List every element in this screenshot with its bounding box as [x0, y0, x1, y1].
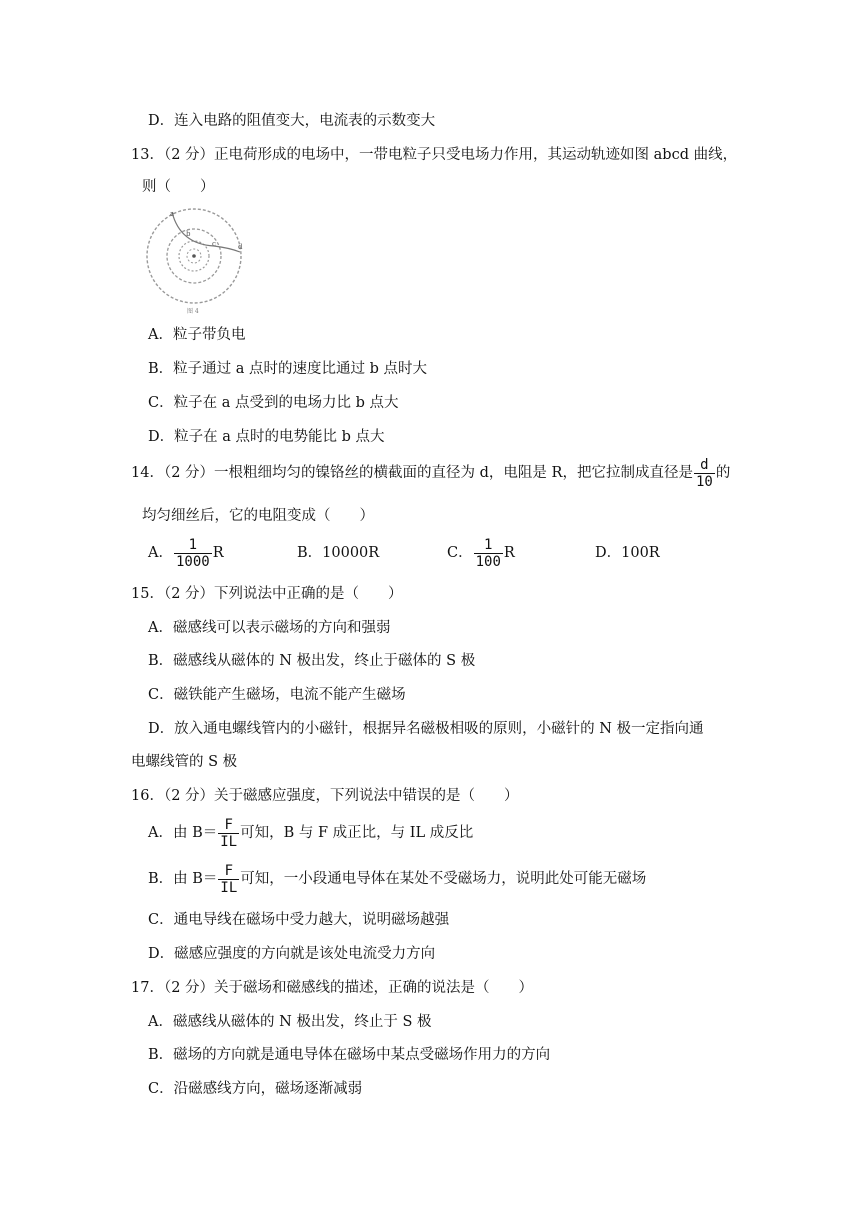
q17-option-a: A．磁感线从磁体的 N 极出发，终止于 S 极	[148, 1014, 432, 1030]
fraction-numerator: 1	[484, 536, 493, 553]
q14-stem-line1	[131, 456, 730, 490]
q17-stem: 17．（2 分）关于磁场和磁感线的描述，正确的说法是（ ）	[131, 980, 534, 996]
q13-option-a: A．粒子带负电	[148, 327, 246, 343]
q13-stem-line2: 则（ ）	[142, 179, 215, 195]
q13-option-c: C．粒子在 a 点受到的电场力比 b 点大	[148, 395, 399, 411]
q13-option-d: D．粒子在 a 点时的电势能比 b 点大	[148, 429, 385, 445]
q13-electric-field-figure	[142, 206, 248, 314]
option-label: C．	[447, 545, 473, 561]
q14-option-b: B．10000R	[297, 545, 380, 561]
q16-option-c: C．通电导线在磁场中受力越大，说明磁场越强	[148, 912, 450, 928]
fraction-denominator: IL	[220, 833, 238, 850]
fraction-denominator: 100	[475, 553, 501, 570]
q17-option-b: B．磁场的方向就是通电导体在磁场中某点受磁场作用力的方向	[148, 1047, 551, 1063]
q12-option-d: D．连入电路的阻值变大，电流表的示数变大	[148, 113, 436, 129]
q16-b-formula-fraction	[218, 863, 239, 896]
q16-stem: 16．（2 分）关于磁感应强度，下列说法中错误的是（ ）	[131, 788, 519, 804]
q16-a-formula-fraction	[218, 817, 239, 850]
q14-stem-line2: 均匀细丝后，它的电阻变成（ ）	[142, 508, 374, 524]
q14-option-a	[148, 536, 224, 570]
q14-option-d: D．100R	[595, 545, 660, 561]
q14-stem-suffix: 的	[715, 465, 731, 481]
q15-option-a: A．磁感线可以表示磁场的方向和强弱	[148, 620, 391, 636]
option-suffix: 可知，一小段通电导体在某处不受磁场力，说明此处可能无磁场	[240, 871, 647, 887]
fraction-numerator: 1	[188, 536, 198, 553]
q13-option-b: B．粒子通过 a 点时的速度比通过 b 点时大	[148, 361, 428, 377]
q17-option-c: C．沿磁感线方向，磁场逐渐减弱	[148, 1081, 363, 1097]
fraction-denominator: 1000	[175, 553, 210, 570]
q14-diameter-fraction	[694, 457, 715, 490]
figure-caption: 图 4	[187, 308, 199, 314]
point-d-label: d	[238, 243, 243, 251]
option-label: A．	[148, 545, 173, 561]
q15-option-b: B．磁感线从磁体的 N 极出发，终止于磁体的 S 极	[148, 653, 476, 669]
fraction-numerator: F	[224, 816, 233, 833]
q15-stem: 15．（2 分）下列说法中正确的是（ ）	[131, 586, 403, 602]
q15-option-c: C．磁铁能产生磁场，电流不能产生磁场	[148, 687, 406, 703]
option-unit: R	[212, 545, 224, 561]
option-prefix: A．由 B＝	[148, 825, 218, 841]
q14-c-fraction	[474, 537, 503, 570]
option-unit: R	[503, 545, 515, 561]
point-c-label: c	[212, 240, 216, 248]
fraction-numerator: F	[224, 862, 234, 879]
positive-charge-center	[192, 254, 196, 258]
option-suffix: 可知，B 与 F 成正比，与 IL 成反比	[240, 825, 474, 841]
q14-a-fraction	[174, 537, 212, 570]
q16-option-b	[148, 861, 646, 897]
q16-option-a	[148, 815, 473, 851]
q15-option-d-line2: 电螺线管的 S 极	[131, 754, 238, 770]
option-prefix: B．由 B＝	[148, 871, 218, 887]
q16-option-d: D．磁感应强度的方向就是该处电流受力方向	[148, 946, 436, 962]
q13-stem-line1: 13．（2 分）正电荷形成的电场中，一带电粒子只受电场力作用，其运动轨迹如图 abcd 曲线，	[131, 147, 738, 163]
fraction-numerator: d	[700, 456, 709, 473]
point-a-label: a	[170, 210, 175, 218]
fraction-denominator: 10	[695, 473, 713, 490]
fraction-denominator: IL	[220, 879, 238, 896]
q14-option-c	[447, 536, 515, 570]
point-b-label: b	[186, 230, 191, 238]
q15-option-d-line1: D．放入通电螺线管内的小磁针，根据异名磁极相吸的原则，小磁针的 N 极一定指向通	[148, 721, 704, 737]
q14-stem-text: 14．（2 分）一根粗细均匀的镍铬丝的横截面的直径为 d，电阻是 R，把它拉制成直径是	[131, 465, 693, 481]
